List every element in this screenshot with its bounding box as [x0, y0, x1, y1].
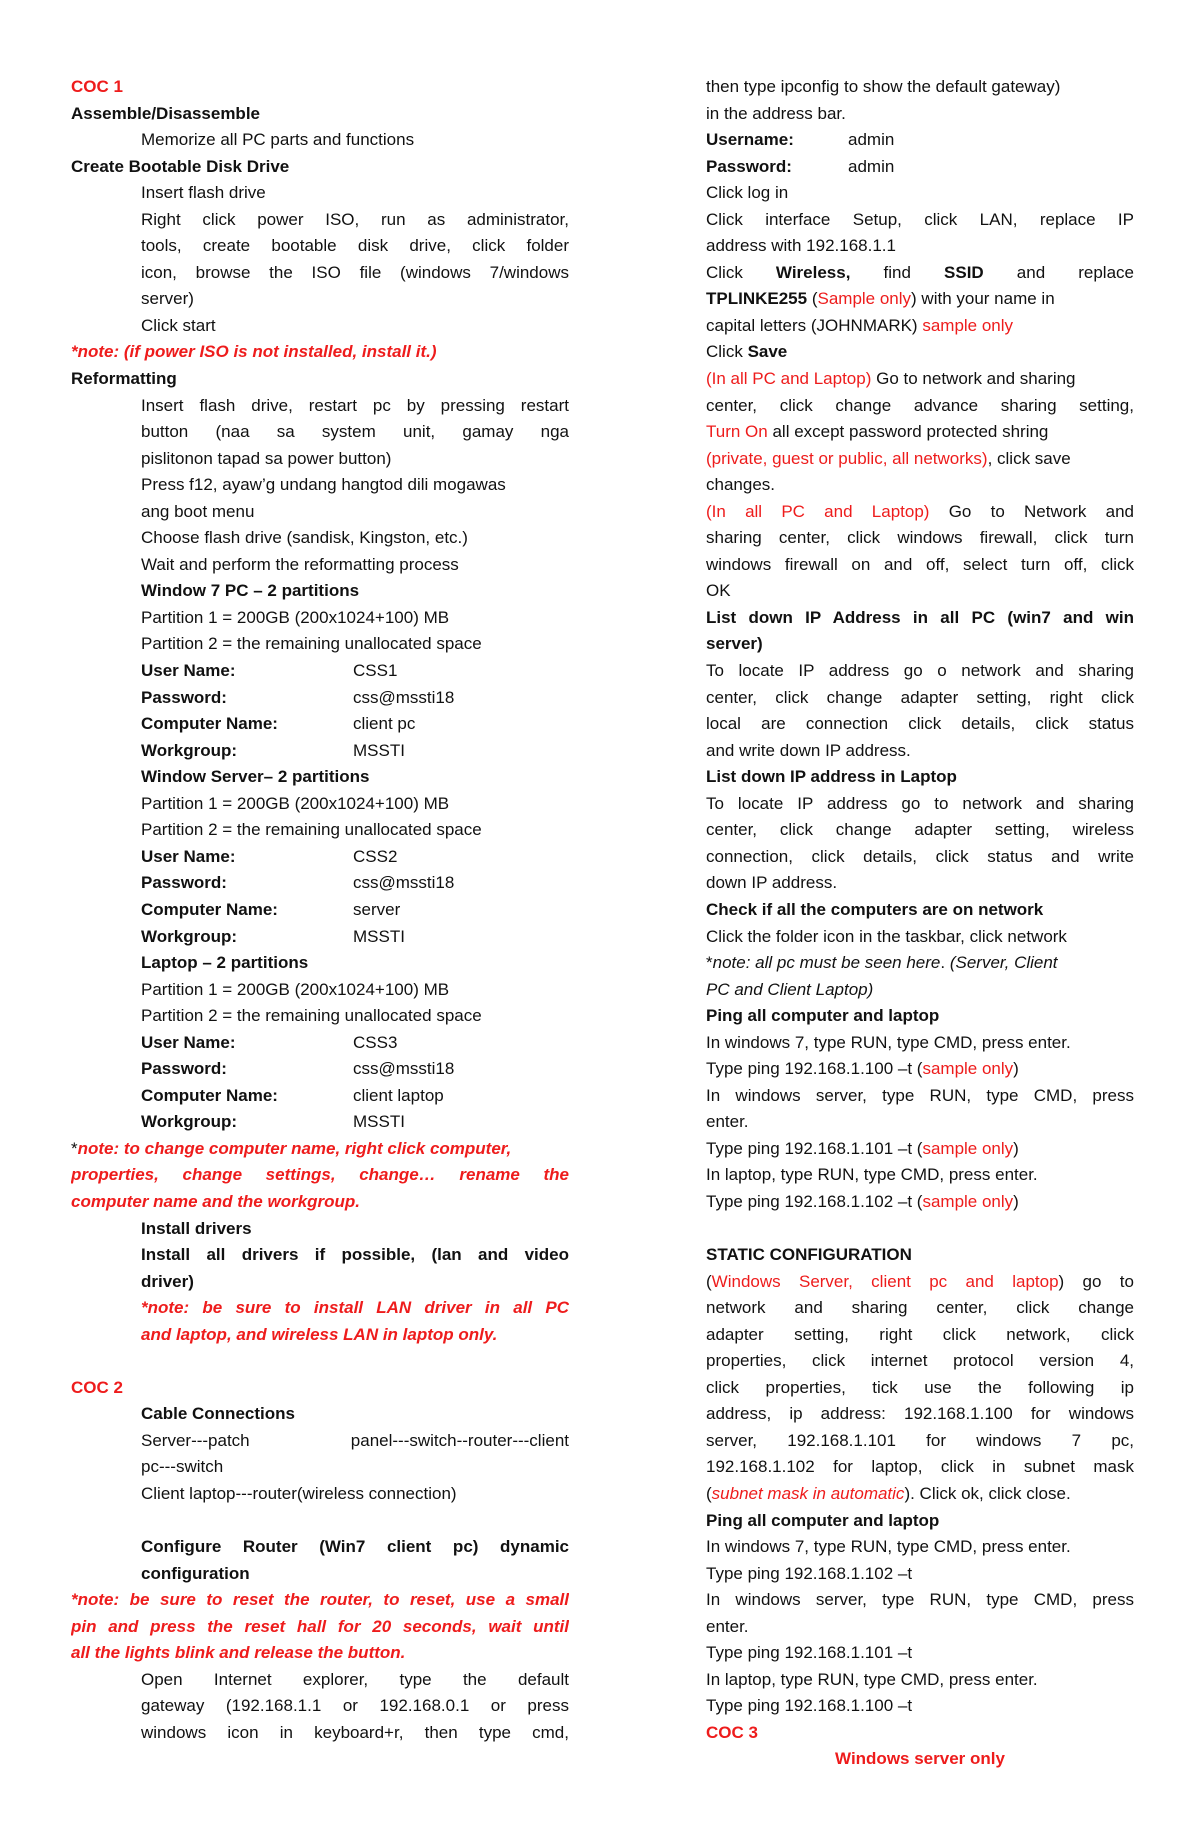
text-run-static-configuration: STATIC CONFIGURATION [706, 1245, 912, 1265]
text-run-and-replace: and replace [983, 262, 1134, 282]
text-run-in-laptop-type-run-type-cmd-press-enter: In laptop, type RUN, type CMD, press enter. [706, 1669, 1038, 1689]
text-line [706, 1561, 1134, 1588]
text-line [141, 1693, 569, 1720]
text-run-windows-firewall-on-and-off-select-turn-: windows firewall on and off, select turn off, click [706, 554, 1134, 574]
text-run-subnet-mask-in-automatic: subnet mask in automatic [711, 1483, 905, 1503]
text-line [71, 154, 569, 181]
text-run-open-internet-explorer-type-the-default: Open Internet explorer, type the default [141, 1669, 569, 1689]
text-run-and-write-down-ip-address: and write down IP address. [706, 740, 911, 760]
text-line [141, 1481, 569, 1508]
bullet-item [706, 897, 1134, 924]
text-run-type-ping-192-168-1-100-t: Type ping 192.168.1.100 –t ( [706, 1059, 923, 1079]
text-run-go-to-network-and: Go to Network and [929, 501, 1134, 521]
field-label: Password: [141, 1059, 227, 1079]
text-line [141, 1561, 569, 1588]
text-line [71, 1189, 569, 1216]
text-line [706, 685, 1134, 712]
text-line [706, 1614, 1134, 1641]
text-run-with-your-name-in: ) with your name in [911, 289, 1055, 309]
text-run-gateway-192-168-1-1-or-192-168-0-1-or-pr: gateway (192.168.1.1 or 192.168.0.1 or press [141, 1696, 569, 1716]
text-run-192-168-1-102-for-laptop-click-in-subnet: 192.168.1.102 for laptop, click in subnet mask [706, 1457, 1134, 1477]
text-run-text: * [706, 953, 713, 973]
text-run-pin-and-press-the-reset-hall-for-20-seco: pin and press the reset hall for 20 seconds, wait until [71, 1616, 569, 1636]
text-run-ok: OK [706, 581, 731, 601]
text-line [706, 791, 1134, 818]
text-run-note-if-power-iso-is-not-installed-insta: *note: (if power ISO is not installed, install it.) [71, 342, 437, 362]
credential-row [141, 1030, 569, 1057]
text-run-text: ( [706, 1271, 712, 1291]
bullet-item [141, 525, 569, 552]
field-value: server [353, 899, 401, 919]
text-run-enter: enter. [706, 1616, 749, 1636]
field-value: CSS3 [353, 1032, 398, 1052]
text-run-turn-on: Turn On [706, 422, 768, 442]
text-run-to-locate-ip-address-go-o-network-and-sh: To locate IP address go o network and sharing [706, 661, 1134, 681]
text-run-server: server) [706, 634, 763, 654]
text-line [71, 1614, 569, 1641]
text-line [141, 1428, 569, 1455]
field-label: Computer Name: [141, 714, 278, 734]
text-line [141, 1269, 569, 1296]
bullet-item [706, 339, 1134, 366]
text-line [141, 1720, 569, 1747]
text-run-then-type-ipconfig-to-show-the-default-g: then type ipconfig to show the default gateway) [706, 77, 1061, 96]
field-value: css@mssti18 [353, 873, 455, 893]
credential-row [141, 844, 569, 871]
text-run-install-drivers: Install drivers [141, 1218, 252, 1238]
text-line [706, 525, 1134, 552]
bullet-item [706, 1242, 1134, 1269]
text-run-type-ping-192-168-1-101-t: Type ping 192.168.1.101 –t [706, 1643, 913, 1663]
text-line [706, 552, 1134, 579]
text-line [706, 711, 1134, 738]
text-run-text: ) [1013, 1191, 1019, 1211]
text-run-choose-flash-drive-sandisk-kingston-etc: Choose flash drive (sandisk, Kingston, etc.) [141, 528, 468, 548]
text-line [71, 1375, 569, 1402]
text-run-wireless: Wireless, [775, 262, 851, 282]
text-run-client-laptop-router-wireless-connection: Client laptop---router(wireless connection) [141, 1483, 457, 1503]
text-line [141, 605, 569, 632]
field-value: client laptop [353, 1085, 444, 1105]
field-value: css@mssti18 [353, 687, 455, 707]
text-run-properties-change-settings-change-rename: properties, change settings, change… rename the [71, 1165, 569, 1185]
field-label: User Name: [141, 661, 236, 681]
text-line [706, 1375, 1134, 1402]
text-run-down-ip-address: down IP address. [706, 873, 838, 893]
text-run-windows-server-only: Windows server only [835, 1749, 1005, 1769]
text-line [71, 1162, 569, 1189]
text-line [706, 658, 1134, 685]
text-line [141, 499, 569, 526]
text-run-center-click-change-advance-sharing-sett: center, click change advance sharing setting, [706, 395, 1134, 415]
bullet-item [141, 207, 569, 234]
text-line [141, 1003, 569, 1030]
bullet-item [706, 764, 1134, 791]
text-line [71, 366, 569, 393]
text-line [141, 286, 569, 313]
text-run-sample-only: Sample only [817, 289, 912, 309]
field-label: User Name: [141, 846, 236, 866]
text-line [706, 1189, 1134, 1216]
bullet-item [706, 366, 1134, 393]
text-run-windows-icon-in-keyboard-r-then-type-cmd: windows icon in keyboard+r, then type cmd, [141, 1722, 569, 1742]
text-line [706, 1056, 1134, 1083]
text-run-memorize-all-pc-parts-and-functions: Memorize all PC parts and functions [141, 130, 415, 150]
text-run-insert-flash-drive: Insert flash drive [141, 183, 266, 203]
text-line [706, 1030, 1134, 1057]
text-run-list-down-ip-address-in-all-pc-win7-and-: List down IP Address in all PC (win7 and win [706, 607, 1134, 627]
bullet-item [141, 578, 569, 605]
field-label: Password: [141, 873, 227, 893]
text-run-go-to: ) go to [1058, 1271, 1134, 1291]
bullet-item [706, 605, 1134, 632]
text-run-driver: driver) [141, 1271, 194, 1291]
field-value: css@mssti18 [353, 1059, 455, 1079]
text-line [706, 233, 1134, 260]
text-run-configure-router-win7-client-pc-dynamic: Configure Router (Win7 client pc) dynamic [141, 1537, 569, 1557]
text-run-in-windows-server-type-run-type-cmd-pres: In windows server, type RUN, type CMD, press [706, 1590, 1134, 1610]
field-value: MSSTI [353, 1112, 405, 1132]
text-line [706, 180, 1134, 207]
text-run-text: ( [807, 289, 818, 309]
bullet-item [141, 127, 569, 154]
text-run-coc-2: COC 2 [71, 1377, 123, 1397]
bullet-item [141, 764, 569, 791]
text-line [141, 977, 569, 1004]
text-run-partition-2-the-remaining-unallocated-sp: Partition 2 = the remaining unallocated space [141, 1006, 482, 1026]
left-column [71, 74, 569, 1746]
credential-row [141, 924, 569, 951]
bullet-item [141, 313, 569, 340]
bullet-item [141, 1295, 569, 1322]
text-line [71, 74, 569, 101]
text-run-properties-click-internet-protocol-versi: properties, click internet protocol version 4, [706, 1351, 1134, 1371]
bullet-item [141, 472, 569, 499]
field-label: Password: [706, 156, 792, 176]
text-line [706, 1109, 1134, 1136]
text-run-window-server-2-partitions: Window Server– 2 partitions [141, 767, 370, 787]
credential-row [141, 1056, 569, 1083]
text-line [706, 1667, 1134, 1694]
bullet-item [141, 950, 569, 977]
text-run-sample-only: sample only [922, 1138, 1014, 1158]
text-run-ang-boot-menu: ang boot menu [141, 501, 255, 521]
bullet-item [141, 1216, 569, 1243]
text-run-note-to-change-computer-name-right-click: note: to change computer name, right click computer, [77, 1138, 512, 1158]
text-run-ssid: SSID [944, 262, 984, 282]
field-value: CSS1 [353, 661, 398, 681]
text-run-network-and-sharing-center-click-change: network and sharing center, click change [706, 1298, 1134, 1318]
field-value: MSSTI [353, 740, 405, 760]
text-run-type-ping-192-168-1-102-t: Type ping 192.168.1.102 –t ( [706, 1191, 923, 1211]
text-run-ping-all-computer-and-laptop: Ping all computer and laptop [706, 1006, 940, 1026]
text-line [706, 817, 1134, 844]
text-line [706, 1295, 1134, 1322]
text-run-server-client: (Server, Client [949, 953, 1058, 973]
text-run-server: server) [141, 289, 194, 309]
text-line [706, 1720, 1134, 1747]
text-line [71, 1587, 569, 1614]
text-run-configuration: configuration [141, 1563, 250, 1583]
text-run-partition-1-200gb-200x1024-100-mb: Partition 1 = 200GB (200x1024+100) MB [141, 979, 450, 999]
text-run-pc-and-client-laptop: PC and Client Laptop) [706, 979, 874, 999]
text-run-in-windows-7-type-run-type-cmd-press-ent: In windows 7, type RUN, type CMD, press enter. [706, 1032, 1071, 1052]
text-run-server-patch-panel-switch-router-client: Server---patch panel---switch--router---client [141, 1430, 569, 1450]
bullet-item [141, 1401, 569, 1428]
text-run-sample-only: sample only [922, 1191, 1014, 1211]
text-run-click-the-folder-icon-in-the-taskbar-cli: Click the folder icon in the taskbar, click network [706, 926, 1067, 946]
text-run-sample-only: sample only [922, 315, 1014, 335]
text-run-pc-switch: pc---switch [141, 1457, 224, 1477]
text-line [706, 1587, 1134, 1614]
field-value: admin [848, 130, 895, 150]
text-line [706, 1348, 1134, 1375]
text-run-text: ) [1013, 1059, 1019, 1079]
field-label: Workgroup: [141, 1112, 238, 1132]
right-column [706, 74, 1134, 1773]
text-run-address-ip-address-192-168-1-100-for-win: address, ip address: 192.168.1.100 for windows [706, 1404, 1134, 1424]
bullet-item [706, 1003, 1134, 1030]
text-line [706, 1083, 1134, 1110]
text-line [71, 1640, 569, 1667]
credential-row [141, 1109, 569, 1136]
text-run-click-start: Click start [141, 315, 216, 335]
text-line [706, 1401, 1134, 1428]
text-line [706, 313, 1134, 340]
bullet-item [706, 260, 1134, 287]
text-line [141, 631, 569, 658]
field-label: Username: [706, 130, 794, 150]
text-line [706, 924, 1134, 951]
text-run-note-be-sure-to-reset-the-router-to-rese: *note: be sure to reset the router, to reset, use a small [71, 1590, 569, 1610]
text-run-click-ok-click-close: ). Click ok, click close. [904, 1483, 1071, 1503]
text-run-find: find [850, 262, 945, 282]
field-label: Workgroup: [141, 740, 238, 760]
text-run-click-interface-setup-click-lan-replace-: Click interface Setup, click LAN, replace IP [706, 209, 1134, 229]
text-run-reformatting: Reformatting [71, 369, 177, 389]
text-run-create-bootable-disk-drive: Create Bootable Disk Drive [71, 156, 290, 176]
text-run-click-log-in: Click log in [706, 183, 789, 203]
text-line [706, 472, 1134, 499]
text-line [141, 233, 569, 260]
field-label: User Name: [141, 1032, 236, 1052]
text-run-center-click-change-adapter-setting-righ: center, click change adapter setting, right click [706, 687, 1134, 707]
text-run-ping-all-computer-and-laptop: Ping all computer and laptop [706, 1510, 940, 1530]
text-run-in-laptop-type-run-type-cmd-press-enter: In laptop, type RUN, type CMD, press enter. [706, 1165, 1038, 1185]
field-label: Computer Name: [141, 1085, 278, 1105]
text-run-coc-3: COC 3 [706, 1722, 758, 1742]
text-run-capital-letters-johnmark: capital letters (JOHNMARK) [706, 315, 923, 335]
text-line [706, 1640, 1134, 1667]
text-line [706, 950, 1134, 977]
field-value: client pc [353, 714, 416, 734]
text-line [706, 286, 1134, 313]
credential-row [141, 870, 569, 897]
text-run-local-are-connection-click-details-click: local are connection click details, click status [706, 714, 1134, 734]
text-line [706, 1454, 1134, 1481]
text-run-install-all-drivers-if-possible-lan-and-: Install all drivers if possible, (lan and video [141, 1245, 569, 1265]
text-line [706, 1322, 1134, 1349]
text-run-all-except-password-protected-shring: all except password protected shring [767, 422, 1049, 442]
text-line [706, 1269, 1134, 1296]
bullet-item [706, 499, 1134, 526]
text-run-text: ) [1013, 1138, 1019, 1158]
text-run-computer-name-and-the-workgroup: computer name and the workgroup. [71, 1191, 361, 1211]
text-line [706, 101, 1134, 128]
text-line [706, 419, 1134, 446]
text-run-sharing-center-click-windows-firewall-cl: sharing center, click windows firewall, click turn [706, 528, 1134, 548]
text-run-tplinke255: TPLINKE255 [706, 289, 808, 309]
text-run-text: . [940, 953, 950, 973]
text-line [706, 1746, 1134, 1773]
text-run-tools-create-bootable-disk-drive-click-f: tools, create bootable disk drive, click folder [141, 236, 569, 256]
text-run-changes: changes. [706, 475, 775, 495]
text-run-adapter-setting-right-click-network-clic: adapter setting, right click network, click [706, 1324, 1134, 1344]
text-run-go-to-network-and-sharing: Go to network and sharing [871, 369, 1076, 389]
text-line [706, 870, 1134, 897]
text-run-in-windows-server-type-run-type-cmd-pres: In windows server, type RUN, type CMD, press [706, 1085, 1134, 1105]
text-run-text: * [71, 1138, 78, 1158]
text-run-window-7-pc-2-partitions: Window 7 PC – 2 partitions [141, 581, 360, 601]
text-run-press-f12-ayaw-g-undang-hangtod-dili-mog: Press f12, ayaw’g undang hangtod dili mogawas [141, 475, 506, 495]
text-line [141, 419, 569, 446]
text-run-in-all-pc-and-laptop: (In all PC and Laptop) [706, 501, 930, 521]
credential-row [141, 711, 569, 738]
text-line [141, 1242, 569, 1269]
text-line [141, 817, 569, 844]
text-run-partition-1-200gb-200x1024-100-mb: Partition 1 = 200GB (200x1024+100) MB [141, 793, 450, 813]
text-line [141, 446, 569, 473]
text-run-click-save: , click save [987, 448, 1071, 468]
text-run-to-locate-ip-address-go-to-network-and-s: To locate IP address go to network and sharing [706, 793, 1134, 813]
text-line [141, 260, 569, 287]
credential-row [706, 127, 1134, 154]
text-line [706, 1162, 1134, 1189]
bullet-item [706, 1534, 1134, 1561]
blank-spacer [706, 1216, 1134, 1243]
text-run-assemble-disassemble: Assemble/Disassemble [71, 103, 260, 123]
text-line [706, 1428, 1134, 1455]
text-run-center-click-change-adapter-setting-wire: center, click change adapter setting, wireless [706, 820, 1134, 840]
text-line [706, 738, 1134, 765]
text-line [141, 1667, 569, 1694]
text-run-laptop-2-partitions: Laptop – 2 partitions [141, 953, 309, 973]
text-line [141, 1322, 569, 1349]
text-run-in-windows-7-type-run-type-cmd-press-ent: In windows 7, type RUN, type CMD, press enter. [706, 1537, 1071, 1557]
credential-row [141, 1083, 569, 1110]
credential-row [141, 658, 569, 685]
text-run-in-all-pc-and-laptop: (In all PC and Laptop) [706, 369, 872, 389]
bullet-item [141, 1534, 569, 1561]
text-run-windows-server-client-pc-and-laptop: Windows Server, client pc and laptop [711, 1271, 1059, 1291]
credential-row [141, 738, 569, 765]
text-run-insert-flash-drive-restart-pc-by-pressin: Insert flash drive, restart pc by pressing restart [141, 395, 569, 415]
text-run-server-192-168-1-101-for-windows-7-pc: server, 192.168.1.101 for windows 7 pc, [706, 1430, 1134, 1450]
text-run-connection-click-details-click-status-an: connection, click details, click status and write [706, 846, 1134, 866]
field-value: CSS2 [353, 846, 398, 866]
text-line [706, 393, 1134, 420]
text-run-wait-and-perform-the-reformatting-proces: Wait and perform the reformatting process [141, 554, 459, 574]
text-line [706, 1136, 1134, 1163]
text-line [706, 1481, 1134, 1508]
text-line [706, 977, 1134, 1004]
text-run-save: Save [747, 342, 788, 362]
text-run-sample-only: sample only [922, 1059, 1014, 1079]
text-run-and-laptop-and-wireless-lan-in-laptop-on: and laptop, and wireless LAN in laptop only. [141, 1324, 498, 1344]
text-line [71, 1136, 569, 1163]
text-line [706, 844, 1134, 871]
bullet-item [706, 1508, 1134, 1535]
blank-spacer [71, 1348, 569, 1375]
text-line [141, 791, 569, 818]
text-run-partition-2-the-remaining-unallocated-sp: Partition 2 = the remaining unallocated space [141, 634, 482, 654]
text-run-note-be-sure-to-install-lan-driver-in-al: *note: be sure to install LAN driver in all PC [141, 1298, 569, 1318]
text-line [71, 101, 569, 128]
bullet-item [141, 552, 569, 579]
field-label: Workgroup: [141, 926, 238, 946]
text-run-enter: enter. [706, 1112, 749, 1132]
field-value: admin [848, 156, 895, 176]
text-run-type-ping-192-168-1-101-t: Type ping 192.168.1.101 –t ( [706, 1138, 923, 1158]
text-line [706, 1693, 1134, 1720]
field-label: Computer Name: [141, 899, 278, 919]
text-run-click: Click [706, 342, 748, 362]
text-run-cable-connections: Cable Connections [141, 1404, 295, 1424]
text-run-in-the-address-bar: in the address bar. [706, 103, 846, 123]
text-run-list-down-ip-address-in-laptop: List down IP address in Laptop [706, 767, 957, 787]
text-run-click-properties-tick-use-the-following-: click properties, tick use the following ip [706, 1377, 1134, 1397]
text-run-text: ( [706, 1483, 712, 1503]
text-run-coc-1: COC 1 [71, 77, 123, 96]
text-line [706, 631, 1134, 658]
text-line [706, 446, 1134, 473]
text-run-type-ping-192-168-1-100-t: Type ping 192.168.1.100 –t [706, 1696, 913, 1716]
text-run-click: Click [706, 262, 776, 282]
text-run-type-ping-192-168-1-102-t: Type ping 192.168.1.102 –t [706, 1563, 913, 1583]
text-run-right-click-power-iso-run-as-administrat: Right click power ISO, run as administrator, [141, 209, 569, 229]
credential-row [141, 897, 569, 924]
text-run-partition-1-200gb-200x1024-100-mb: Partition 1 = 200GB (200x1024+100) MB [141, 607, 450, 627]
credential-row [141, 685, 569, 712]
text-run-address-with-192-168-1-1: address with 192.168.1.1 [706, 236, 896, 256]
text-run-button-naa-sa-system-unit-gamay-nga: button (naa sa system unit, gamay nga [141, 422, 569, 442]
blank-spacer [71, 1508, 569, 1535]
text-line [706, 74, 1134, 101]
bullet-item [706, 207, 1134, 234]
text-line [706, 578, 1134, 605]
field-value: MSSTI [353, 926, 405, 946]
text-line [141, 1454, 569, 1481]
field-label: Password: [141, 687, 227, 707]
credential-row [706, 154, 1134, 181]
text-run-pislitonon-tapad-sa-power-button: pislitonon tapad sa power button) [141, 448, 392, 468]
text-run-note-all-pc-must-be-seen-here: note: all pc must be seen here [712, 953, 941, 973]
text-run-icon-browse-the-iso-file-windows-7-windo: icon, browse the ISO file (windows 7/windows [141, 262, 569, 282]
text-run-partition-2-the-remaining-unallocated-sp: Partition 2 = the remaining unallocated space [141, 820, 482, 840]
text-line [71, 339, 569, 366]
text-run-all-the-lights-blink-and-release-the-but: all the lights blink and release the button. [71, 1643, 406, 1663]
bullet-item [141, 180, 569, 207]
text-run-private-guest-or-public-all-networks: (private, guest or public, all networks) [706, 448, 988, 468]
text-run-check-if-all-the-computers-are-on-networ: Check if all the computers are on network [706, 899, 1044, 919]
bullet-item [141, 393, 569, 420]
